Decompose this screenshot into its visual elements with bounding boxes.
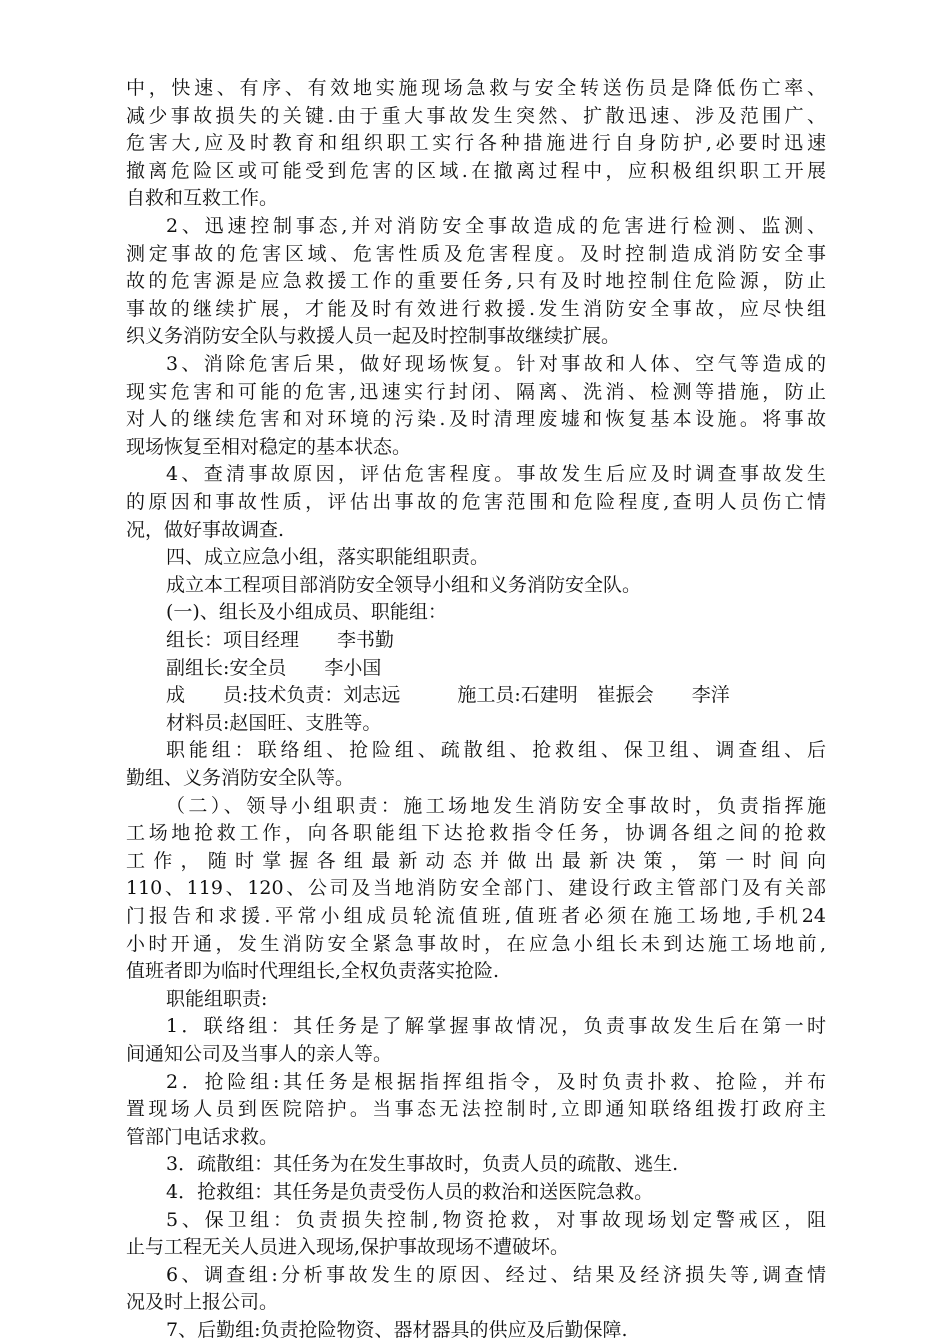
text-line: 间通知公司及当事人的亲人等。 [126, 1043, 393, 1065]
text-line: 勤组、义务消防安全队等。 [126, 767, 355, 789]
text-line: 故的危害源是应急救援工作的重要任务,只有及时地控制住危险源，防止 [126, 270, 826, 293]
text-line: 撤离危险区或可能受到危害的区域.在撤离过程中，应积极组织职工开展 [126, 159, 826, 182]
text-line: 7、后勤组:负责抢险物资、器材器具的供应及后勤保障. [166, 1319, 628, 1341]
text-line: 门报告和求援.平常小组成员轮流值班,值班者必须在施工场地,手机24 [126, 905, 826, 927]
text-line: 组长：项目经理 李书勤 [166, 629, 395, 651]
subsection-heading: 职能组职责: [166, 987, 268, 1010]
text-line: 成立本工程项目部消防安全领导小组和义务消防安全队。 [166, 573, 642, 596]
text-line: 止与工程无关人员进入现场,保护事故现场不遭破坏。 [126, 1236, 570, 1259]
text-line: 4、查清事故原因，评估危害程度。事故发生后应及时调查事故发生 [166, 463, 826, 486]
text-line: 对人的继续危害和对环境的污染.及时清理废墟和恢复基本设施。将事故 [126, 408, 826, 431]
text-line: 中，快速、有序、有效地实施现场急救与安全转送伤员是降低伤亡率、 [126, 77, 826, 99]
text-line: 现场恢复至相对稳定的基本状态。 [126, 435, 412, 458]
text-line: 减少事故损失的关键.由于重大事故发生突然、扩散迅速、涉及范围广、 [126, 104, 826, 127]
text-line: 置现场人员到医院陪护。当事态无法控制时,立即通知联络组拨打政府主 [126, 1098, 826, 1121]
section-heading: 四、成立应急小组，落实职能组职责。 [166, 546, 490, 569]
text-line: 值班者即为临时代理组长,全权负责落实抢险. [126, 960, 500, 983]
text-line: 测定事故的危害区域、危害性质及危害程度。及时控制造成消防安全事 [126, 242, 826, 265]
text-line: 110、119、120、公司及当地消防安全部门、建设行政主管部门及有关部 [126, 877, 826, 900]
text-line: 3．疏散组：其任务为在发生事故时，负责人员的疏散、逃生. [166, 1153, 679, 1176]
text-line: 况及时上报公司。 [126, 1291, 279, 1314]
text-line: 况，做好事故调查. [126, 518, 285, 541]
text-line: 现实危害和可能的危害,迅速实行封闭、隔离、洗消、检测等措施，防止 [126, 380, 826, 403]
text-line: 工作，随时掌握各组最新动态并做出最新决策，第一时间向 [126, 849, 826, 872]
subsection-heading: (一)、组长及小组成员、职能组： [166, 601, 447, 624]
text-line: 事故的继续扩展，才能及时有效进行救援.发生消防安全事故，应尽快组 [126, 297, 826, 320]
text-line: 2．抢险组:其任务是根据指挥组指令，及时负责扑救、抢险，并布 [166, 1070, 826, 1093]
text-line: 材料员:赵国旺、支胜等。 [166, 711, 382, 734]
text-line: 1．联络组：其任务是了解掌握事故情况，负责事故发生后在第一时 [166, 1015, 826, 1038]
text-line: 2、迅速控制事态,并对消防安全事故造成的危害进行检测、监测、 [166, 215, 826, 237]
text-line: 织义务消防安全队与救援人员一起及时控制事故继续扩展。 [126, 325, 621, 348]
text-line: 的原因和事故性质，评估出事故的危害范围和危险程度,查明人员伤亡情 [126, 491, 826, 513]
text-line: 5、保卫组：负责损失控制,物资抢救，对事故现场划定警戒区，阻 [166, 1208, 826, 1231]
text-line: 3、消除危害后果，做好现场恢复。针对事故和人体、空气等造成的 [166, 353, 826, 375]
text-line: 6、调查组:分析事故发生的原因、经过、结果及经济损失等,调查情 [166, 1263, 826, 1286]
text-line: 工场地抢救工作，向各职能组下达抢救指令任务，协调各组之间的抢救 [126, 822, 826, 845]
subsection-heading: （二）、领导小组职责：施工场地发生消防安全事故时，负责指挥施 [166, 794, 826, 817]
text-line: 危害大,应及时教育和组织职工实行各种措施进行自身防护,必要时迅速 [126, 132, 826, 155]
text-line: 成 员:技术负责：刘志远 施工员:石建明 崔振会 李洋 [166, 684, 730, 707]
text-line: 小时开通，发生消防安全紧急事故时，在应急小组长未到达施工场地前, [126, 932, 826, 955]
text-line: 职能组：联络组、抢险组、疏散组、抢救组、保卫组、调查组、后 [166, 739, 826, 762]
text-line: 4．抢救组：其任务是负责受伤人员的救治和送医院急救。 [166, 1181, 654, 1203]
text-line: 自救和互救工作。 [126, 187, 279, 210]
text-line: 副组长:安全员 李小国 [166, 656, 382, 679]
text-line: 管部门电话求救。 [126, 1125, 279, 1148]
